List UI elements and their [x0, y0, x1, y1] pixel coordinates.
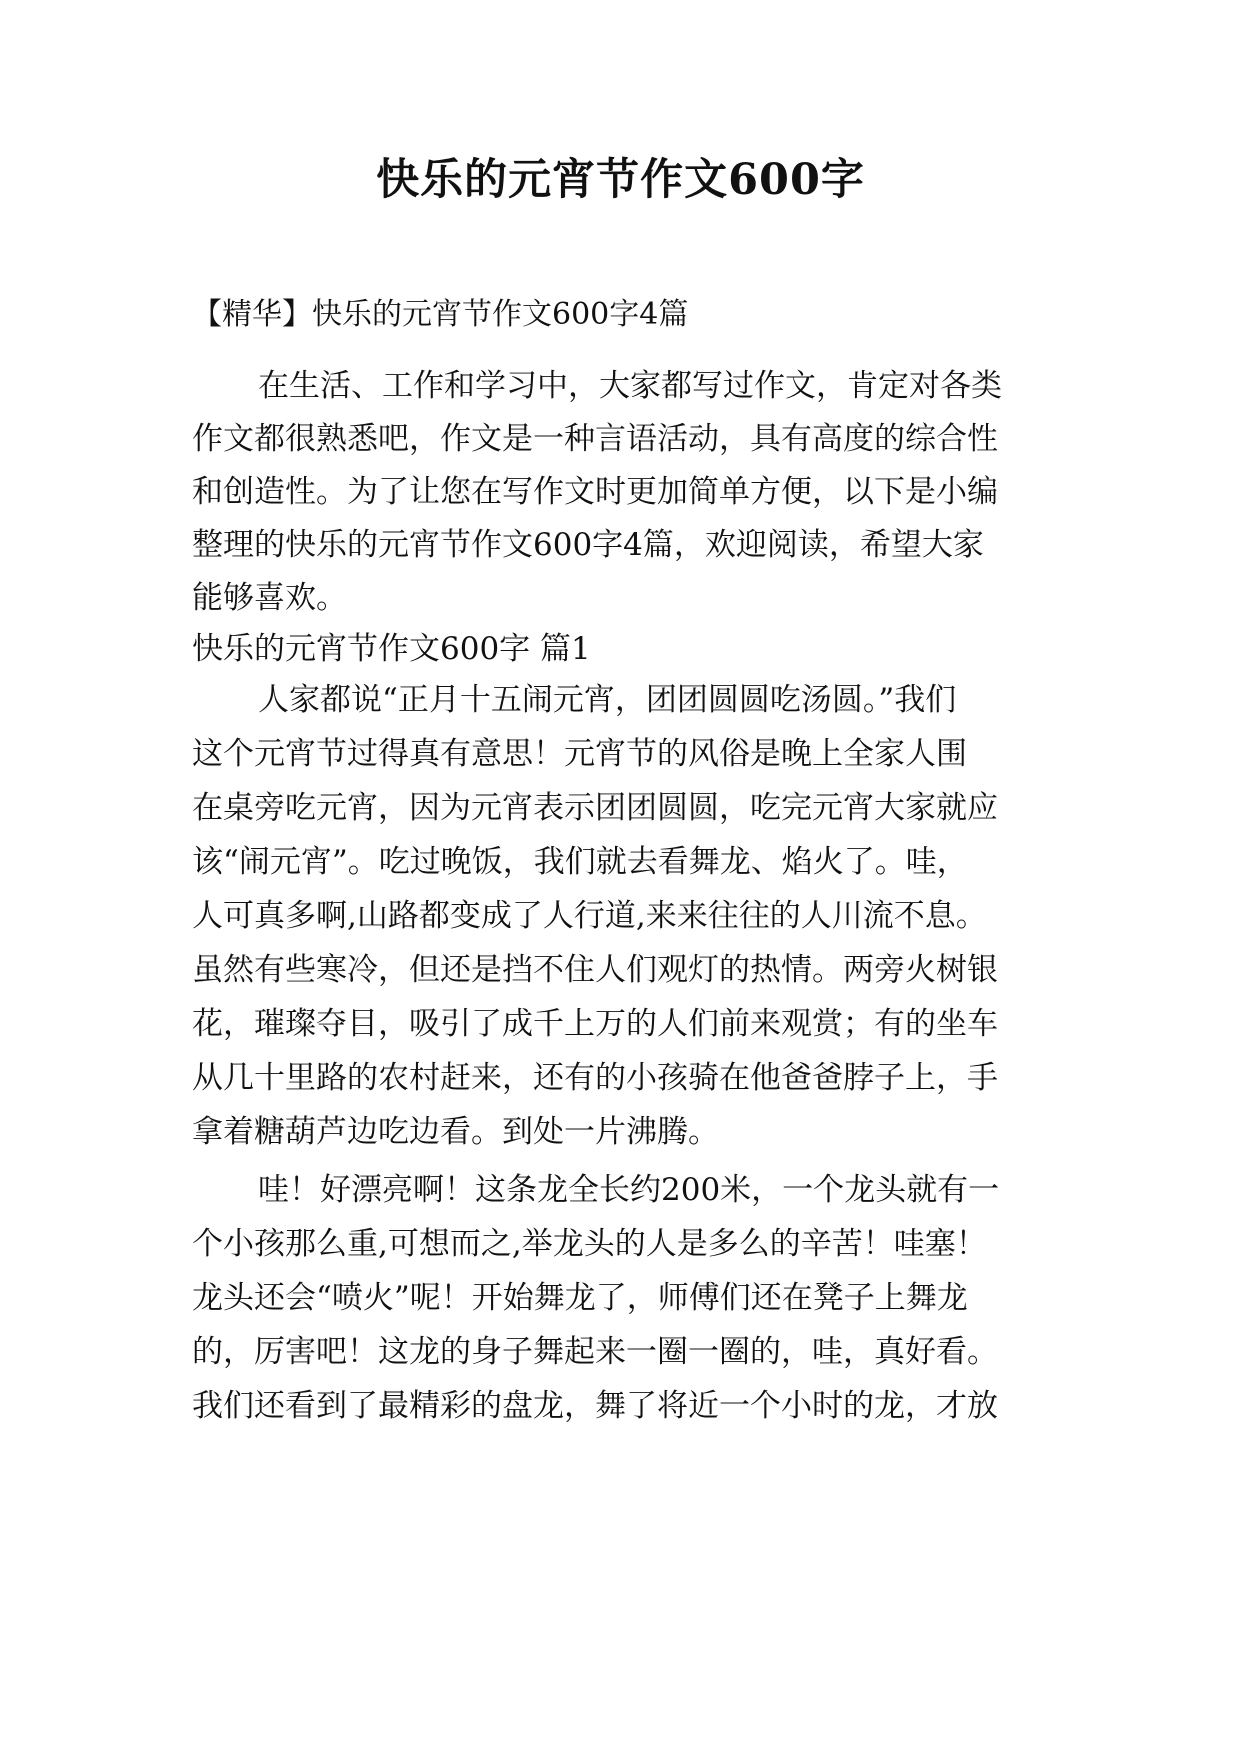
intro-line: 和创造性。为了让您在写作文时更加简单方便，以下是小编	[192, 474, 998, 510]
paragraph-line: 龙头还会“喷火”呢！开始舞龙了，师傅们还在凳子上舞龙	[192, 1280, 968, 1316]
paragraph-line: 该“闹元宵”。吃过晚饭，我们就去看舞龙、焰火了。哇，	[192, 844, 968, 880]
intro-line: 作文都很熟悉吧，作文是一种言语活动，具有高度的综合性	[192, 421, 998, 457]
paragraph-line: 我们还看到了最精彩的盘龙，舞了将近一个小时的龙，才放	[192, 1388, 998, 1424]
intro-line: 能够喜欢。	[192, 580, 347, 616]
paragraph-line: 在桌旁吃元宵，因为元宵表示团团圆圆，吃完元宵大家就应	[192, 790, 998, 826]
paragraph-line: 哇！好漂亮啊！这条龙全长约200米，一个龙头就有一	[258, 1172, 1000, 1208]
intro-line: 整理的快乐的元宵节作文600字4篇，欢迎阅读，希望大家	[192, 527, 984, 563]
paragraph-line: 这个元宵节过得真有意思！元宵节的风俗是晚上全家人围	[192, 736, 967, 772]
paragraph-line: 从几十里路的农村赶来，还有的小孩骑在他爸爸脖子上，手	[192, 1060, 998, 1096]
document-title: 快乐的元宵节作文600字	[376, 155, 865, 205]
section-heading: 快乐的元宵节作文600字 篇1	[192, 631, 591, 667]
paragraph-line: 人可真多啊,山路都变成了人行道,来来往往的人川流不息。	[192, 898, 987, 934]
paragraph-line: 个小孩那么重,可想而之,举龙头的人是多么的辛苦！哇塞！	[192, 1226, 987, 1262]
paragraph-line: 花，璀璨夺目，吸引了成千上万的人们前来观赏；有的坐车	[192, 1006, 998, 1042]
paragraph-line: 人家都说“正月十五闹元宵，团团圆圆吃汤圆。”我们	[258, 682, 957, 718]
document-subtitle: 【精华】快乐的元宵节作文600字4篇	[192, 297, 689, 332]
paragraph-line: 的，厉害吧！这龙的身子舞起来一圈一圈的，哇，真好看。	[192, 1334, 998, 1370]
paragraph-line: 虽然有些寒冷，但还是挡不住人们观灯的热情。两旁火树银	[192, 952, 998, 988]
intro-line: 在生活、工作和学习中，大家都写过作文，肯定对各类	[258, 368, 1002, 404]
paragraph-line: 拿着糖葫芦边吃边看。到处一片沸腾。	[192, 1114, 719, 1150]
